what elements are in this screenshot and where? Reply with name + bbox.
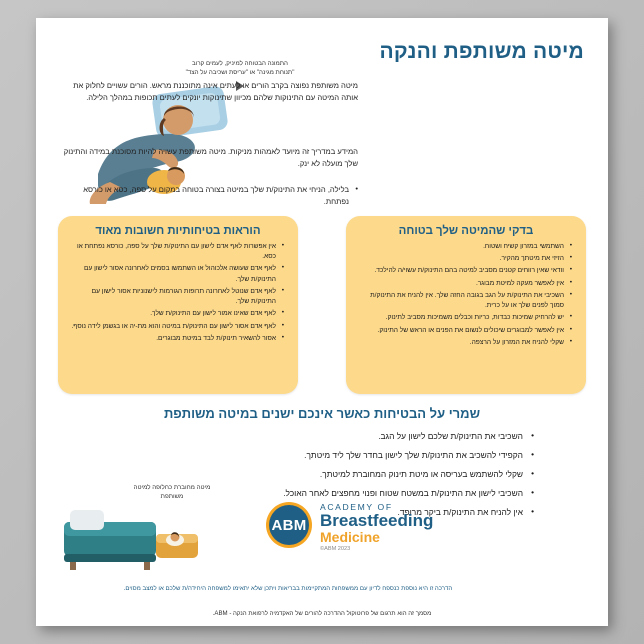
list-item: • אין לאפשר מעקה למיטת מבוגר. xyxy=(358,279,572,289)
list-item: • השכיבי את התינוק/ת על הגב בגובה החזה שלך. אין להניח את התינוק/ת סמוך לפנים שלך או על כרית. xyxy=(358,291,572,311)
list-item: • הקפידי להשכיב את התינוק/ת שלך לישון בחדר שלך ליד מיטתך. xyxy=(74,449,534,462)
section-title: שמרי על הבטיחות כאשר אינכם ישנים במיטה משותפת xyxy=(163,406,481,421)
panel-critical-instructions-title: הוראות בטיחותיות חשובות מאוד xyxy=(95,225,261,237)
intro-paragraph-1: מיטה משותפת נפוצה בקרב הורים או לעתים אינה מתוכננת מראש. הורים עשויים לחלוק את אותה המיטה עם התינוקות שלהם מכיוון שתינוקות יונקים לעתים תכופות במהלך הלילה. xyxy=(73,81,358,103)
list-item: • לאף אדם אסור לישון עם התינוק/ת במיטה והוא מת-יה או בגשמן לידה נוסף. xyxy=(70,322,284,332)
footnote-secondary: מסמך זה הוא תרגום של פרוטוקול ההדרכה להורים של האקדמיה לרפואת הנקה - ABM. xyxy=(212,610,432,617)
list-item: • שקלי להשתמש בעריסה או מיטת תינוק המחוברת למיטתך. xyxy=(74,468,534,481)
logo-copyright: ©ABM 2023 xyxy=(320,545,351,552)
intro-bullet xyxy=(58,184,358,209)
list-item: • השכיבי את התינוק/ת שלכם לישון על הגב. xyxy=(74,430,534,443)
abm-logo xyxy=(266,500,476,552)
list-item: • אין להניח את התינוק/ת ביקר מרופד. xyxy=(74,506,534,519)
list-item: • אין אפשרות לאף אדם לישון עם התינוק/ת שלך על ספה, כורסא נפתחת או כסא. xyxy=(70,242,284,262)
page-title: מיטה משותפת והנקה xyxy=(379,40,584,63)
panel-bed-safety-title: בדקי שהמיטה שלך בטוחה xyxy=(398,225,534,237)
bed-illustration-caption: מיטה מחוברת כחלופה למיטה משותפת xyxy=(133,484,211,500)
list-item: • הזיזי את מיטתך מהקיר. xyxy=(358,254,572,264)
list-item: • יש להרחיק שמיכות כבדות, כריות וכבלים משמיכות מסביב לתינוק. xyxy=(358,313,572,323)
list-item: • לאף אדם שעושה אלכוהול או השתמשו בסמים לאחרונה אסור לישון עם התינוק/ת שלך. xyxy=(70,264,284,284)
callout-text: התמונה הבטוחה למיניק, לעמים קרוב "תנוחת מגינה" או "עריסת ושכיבה על הצד" xyxy=(185,60,295,76)
list-item: • אסור להשאיר תינוק/ת לבד במיטת מבוגרים. xyxy=(70,334,284,344)
list-item: • לאף אדם שנוטל לאחרונה תרופות הגורמות לישנוניות אסור לישון עם התינוק/ת שלך. xyxy=(70,287,284,307)
logo-line-academy-of: ACADEMY OF xyxy=(320,502,393,512)
panel-bed-safety-list xyxy=(346,242,586,348)
list-item: • אין לאפשר למבוגרים שיכולים לנשום את הפנים או הראש של התינוק. xyxy=(358,326,572,336)
panel-critical-instructions-list xyxy=(58,242,298,344)
abm-logo-mark-icon xyxy=(266,502,312,548)
list-item: • וודאי שאין רווחים קטנים מסביב למיטה בהם התינוק/ת עשוי/ה להילכד. xyxy=(358,266,572,276)
abm-logo-initials: ABM xyxy=(269,505,309,545)
logo-line-breastfeeding: Breastfeeding xyxy=(320,511,434,530)
logo-line-medicine: Medicine xyxy=(320,528,380,545)
list-item: • לאף אדם שאינו אמור לישון עם התינוק/ת שלך. xyxy=(70,309,284,319)
list-item: • השכיבי לישון את התינוק/ת במשטח שטוח ופנוי מחפצים לאחר האוכל. xyxy=(74,487,534,500)
intro-bullet-text: • בלילה, הניחי את התינוק/ת שלך במיטה בצורה בטוחה במקום על ספה, כסא או כורסא נפתחת. xyxy=(58,184,358,209)
footnote-primary: הדרכה זו היא נוספת כנספח לדיון עם ממשפחות המתקיימות בבריאות ויתכן שלא יתאימו למשפחה היחידה/ת שלכם או למצב מסוים. xyxy=(123,585,453,592)
poster xyxy=(36,18,608,626)
panel-critical-instructions xyxy=(58,216,298,394)
list-item: • שקלי להניח את המזרון על הרצפה. xyxy=(358,338,572,348)
panel-bed-safety xyxy=(346,216,586,394)
list-item: • השתמשי במזרון קשיח ושטוח. xyxy=(358,242,572,252)
intro-paragraph-2: המידע במדריך זה מיועד לאמהות מניקות. מיטה משותפת עשויה להיות מסוכנת במידה והתינוק שלך מועלה לא ינק. xyxy=(63,147,358,169)
sidecar-bed-illustration xyxy=(58,496,208,576)
